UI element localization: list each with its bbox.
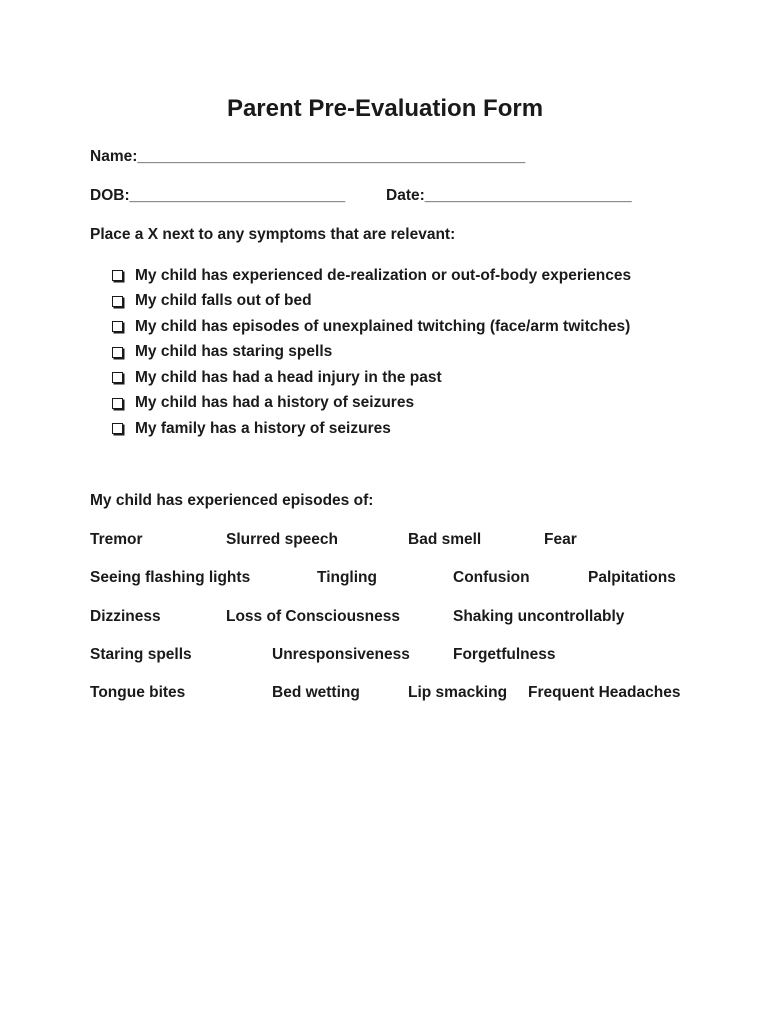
checklist-item[interactable] xyxy=(112,391,631,417)
checklist-item-label: My child has experienced de-realization or out-of-body experiences xyxy=(135,266,632,284)
symptom-checklist xyxy=(112,263,631,442)
dob-field[interactable]: DOB:_________________________ xyxy=(90,187,346,204)
checkbox-icon[interactable] xyxy=(112,296,123,307)
symptom-frequent-headaches: Frequent Headaches xyxy=(528,684,681,701)
symptom-staring-spells: Staring spells xyxy=(90,646,192,663)
symptom-bad-smell: Bad smell xyxy=(408,531,482,548)
checklist-item[interactable] xyxy=(112,314,631,340)
symptom-palpitations: Palpitations xyxy=(588,569,676,586)
symptom-dizziness: Dizziness xyxy=(90,608,161,625)
checkbox-icon[interactable] xyxy=(112,270,123,281)
checklist-item-label: My child has had a head injury in the past xyxy=(135,368,442,386)
symptom-tongue-bites: Tongue bites xyxy=(90,684,186,701)
instruction-text: Place a X next to any symptoms that are relevant: xyxy=(90,226,456,243)
symptom-confusion: Confusion xyxy=(453,569,530,586)
symptom-loss-of-consciousness: Loss of Consciousness xyxy=(226,608,400,625)
name-field[interactable]: Name:_____________________________________________ xyxy=(90,148,526,165)
symptom-flashing-lights: Seeing flashing lights xyxy=(90,569,251,586)
checkbox-icon[interactable] xyxy=(112,347,123,358)
checklist-item-label: My child falls out of bed xyxy=(135,292,312,310)
symptom-fear: Fear xyxy=(544,531,577,548)
symptom-unresponsiveness: Unresponsiveness xyxy=(272,646,410,663)
symptom-shaking: Shaking uncontrollably xyxy=(453,608,625,625)
symptom-tingling: Tingling xyxy=(317,569,377,586)
symptom-forgetfulness: Forgetfulness xyxy=(453,646,556,663)
checklist-item-label: My child has staring spells xyxy=(135,343,333,361)
symptom-slurred-speech: Slurred speech xyxy=(226,531,338,548)
form-title: Parent Pre-Evaluation Form xyxy=(226,95,544,122)
symptom-tremor: Tremor xyxy=(90,531,143,548)
checklist-item-label: My child has had a history of seizures xyxy=(135,394,415,412)
checklist-item[interactable] xyxy=(112,365,631,391)
checkbox-icon[interactable] xyxy=(112,321,123,332)
checkbox-icon[interactable] xyxy=(112,423,123,434)
checklist-item[interactable] xyxy=(112,340,631,366)
date-field[interactable]: Date:________________________ xyxy=(386,187,632,204)
symptom-lip-smacking: Lip smacking xyxy=(408,684,508,701)
checklist-item-label: My family has a history of seizures xyxy=(135,419,391,437)
checklist-item[interactable] xyxy=(112,263,631,289)
episodes-heading: My child has experienced episodes of: xyxy=(90,492,374,509)
symptom-bed-wetting: Bed wetting xyxy=(272,684,360,701)
checkbox-icon[interactable] xyxy=(112,398,123,409)
checkbox-icon[interactable] xyxy=(112,372,123,383)
checklist-item[interactable] xyxy=(112,416,631,442)
checklist-item[interactable] xyxy=(112,289,631,315)
checklist-item-label: My child has episodes of unexplained twitching (face/arm twitches) xyxy=(135,317,631,335)
